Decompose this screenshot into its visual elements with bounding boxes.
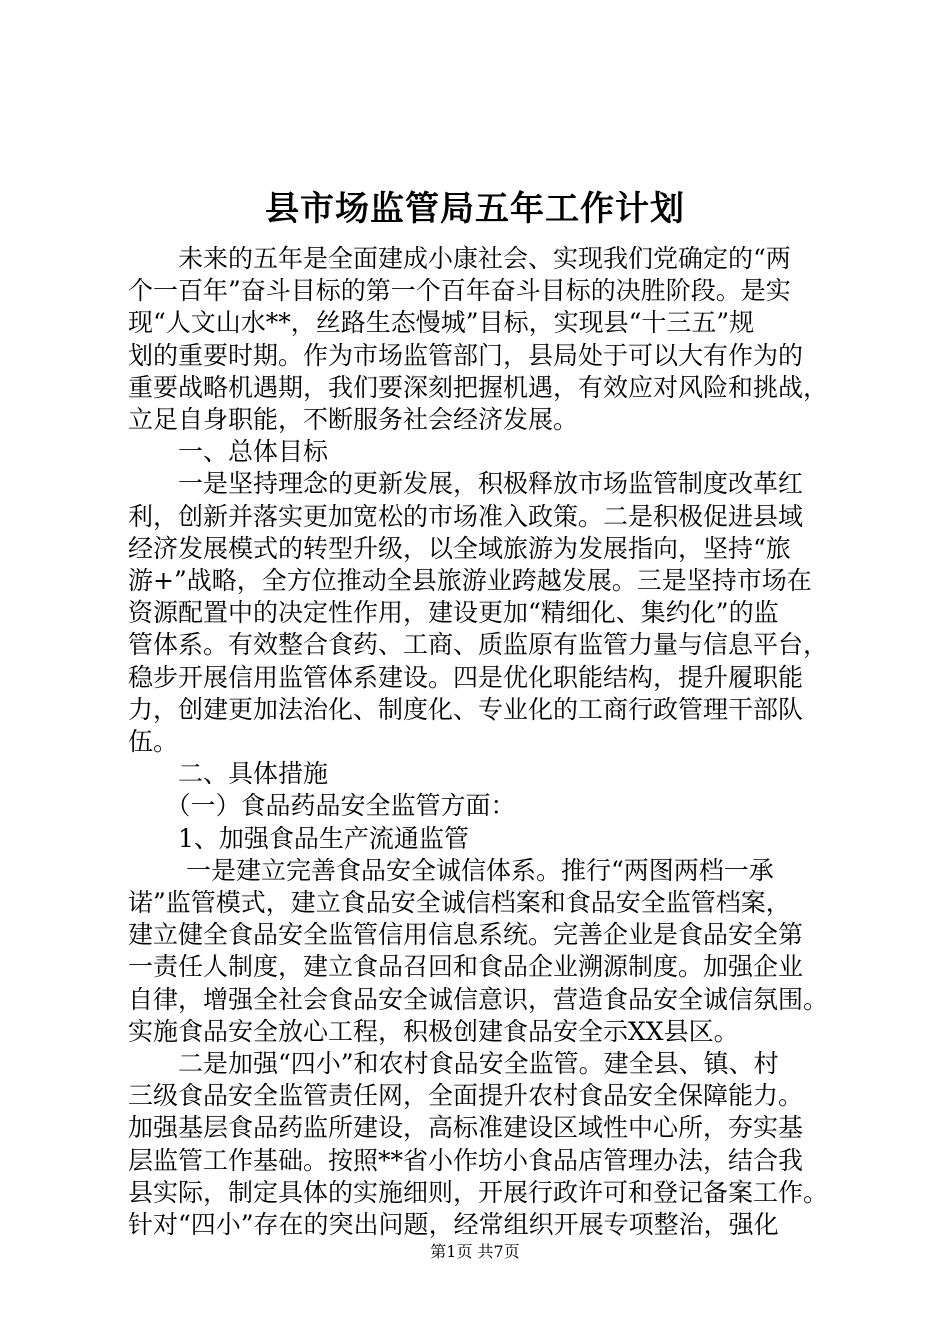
text-line: 现“人文山水**，丝路生态慢城”目标，实现县“十三五”规 bbox=[128, 308, 755, 338]
text-line: 一、总体目标 bbox=[128, 437, 329, 467]
text-line: 诺”监管模式，建立食品安全诚信档案和食品安全监管档案， bbox=[128, 888, 791, 917]
text-line: 划的重要时期。作为市场监管部门，县局处于可以大有作为的 bbox=[128, 340, 804, 370]
text-line: 二、具体措施 bbox=[128, 759, 329, 789]
text-line: 县实际，制定具体的实施细则，开展行政许可和登记备案工作。 bbox=[128, 1177, 829, 1207]
text-line: 重要战略机遇期，我们要深刻把握机遇，有效应对风险和挑战， bbox=[128, 372, 829, 402]
text-line: 资源配置中的决定性作用，建设更加“精细化、集约化”的监 bbox=[128, 598, 779, 628]
text-line: 稳步开展信用监管体系建设。四是优化职能结构，提升履职能 bbox=[128, 662, 804, 692]
text-line: 一是建立完善食品安全诚信体系。推行“两图两档一承 bbox=[128, 855, 774, 885]
text-line: 三级食品安全监管责任网，全面提升农村食品安全保障能力。 bbox=[128, 1081, 804, 1111]
text-line: 游+”战略，全方位推动全县旅游业跨越发展。三是坚持市场在 bbox=[128, 566, 812, 595]
text-line: 自律，增强全社会食品安全诚信意识，营造食品安全诚信氛围。 bbox=[128, 984, 829, 1014]
document-title: 县市场监管局五年工作计划 bbox=[265, 189, 685, 229]
text-line: 一责任人制度，建立食品召回和食品企业溯源制度。加强企业 bbox=[128, 952, 804, 982]
text-line: 力，创建更加法治化、制度化、专业化的工商行政管理干部队 bbox=[128, 694, 804, 724]
text-line: 利，创新并落实更加宽松的市场准入政策。二是积极促进县域 bbox=[128, 501, 804, 531]
text-line: （一）食品药品安全监管方面： bbox=[128, 791, 516, 821]
text-line: 管体系。有效整合食药、工商、质监原有监管力量与信息平台， bbox=[128, 630, 829, 660]
page-footer: 第1页 共7页 bbox=[430, 1242, 520, 1261]
text-line: 立足自身职能，不断服务社会经济发展。 bbox=[128, 405, 579, 434]
text-line: 实施食品安全放心工程，积极创建食品安全示XX县区。 bbox=[128, 1016, 739, 1046]
text-line: 一是坚持理念的更新发展，积极释放市场监管制度改革红 bbox=[128, 469, 804, 499]
text-line: 加强基层食品药监所建设，高标准建设区域性中心所，夯实基 bbox=[128, 1113, 804, 1143]
text-line: 层监管工作基础。按照**省小作坊小食品店管理办法，结合我 bbox=[128, 1145, 804, 1175]
text-line: 1、加强食品生产流通监管 bbox=[128, 823, 469, 853]
text-line: 二是加强“四小”和农村食品安全监管。建全县、镇、村 bbox=[128, 1049, 779, 1078]
text-line: 伍。 bbox=[128, 727, 179, 756]
text-line: 未来的五年是全面建成小康社会、实现我们党确定的“两 bbox=[128, 244, 791, 273]
text-line: 个一百年”奋斗目标的第一个百年奋斗目标的决胜阶段。是实 bbox=[128, 276, 791, 306]
text-line: 针对“四小”存在的突出问题，经常组织开展专项整治，强化 bbox=[128, 1210, 779, 1239]
text-line: 经济发展模式的转型升级，以全域旅游为发展指向，坚持“旅 bbox=[128, 533, 791, 563]
text-line: 建立健全食品安全监管信用信息系统。完善企业是食品安全第 bbox=[128, 920, 804, 950]
